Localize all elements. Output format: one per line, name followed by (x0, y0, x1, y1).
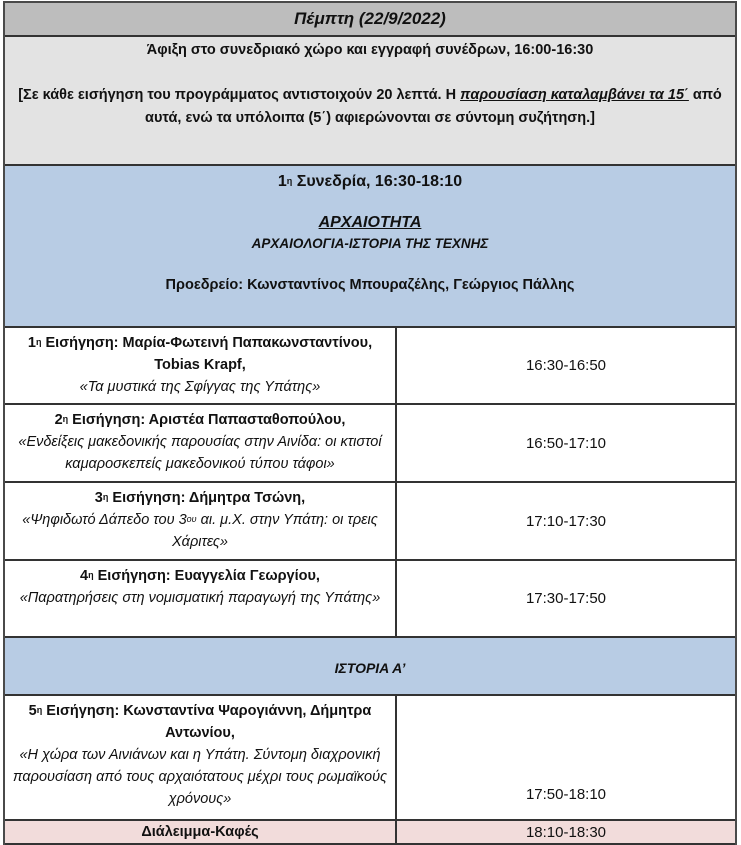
session-header (5, 166, 735, 326)
session-number: 1 (277, 173, 287, 190)
talk-speakers (11, 332, 389, 376)
timing-note-emphasis: παρουσίαση καταλαμβάνει τα 15΄ (460, 87, 689, 103)
talk-number: 1 (27, 335, 36, 351)
session-chair: Προεδρείο: Κωνσταντίνος Μπουραζέλης, Γεώργιος Πάλλης (165, 277, 575, 293)
talk-speakers (11, 409, 389, 431)
day-header-row (5, 3, 735, 37)
talk-info (5, 561, 397, 636)
talk-time: 16:50-17:10 (525, 434, 607, 452)
day-header: Πέμπτη (22/9/2022) (5, 3, 735, 35)
talk-number-sup: η (102, 492, 109, 502)
talk-number: 5 (28, 703, 37, 719)
talk-title (11, 509, 389, 553)
talk-time: 16:30-16:50 (525, 357, 607, 374)
talk-number-sup: η (62, 414, 69, 424)
session-title-text: Συνεδρία, 16:30-18:10 (292, 173, 463, 190)
session-header-row (5, 166, 735, 328)
program-table (3, 1, 737, 845)
talk-row (5, 328, 735, 405)
talk-speakers-text: Εισήγηση: Δήμητρα Τσώνη, (108, 490, 306, 506)
talk-info (5, 328, 397, 403)
section-row (5, 638, 735, 696)
intro-cell (5, 37, 735, 164)
talk-time: 17:50-18:10 (525, 786, 607, 803)
talk-speakers-text: Εισήγηση: Αριστέα Παπασταθοπούλου, (68, 412, 346, 428)
section-history-header: ΙΣΤΟΡΙΑ Α’ (5, 638, 735, 694)
talk-row (5, 561, 735, 638)
talk-speakers-text: Εισήγηση: Μαρία-Φωτεινή Παπακωνσταντίνου, Tobias Krapf, (41, 335, 373, 373)
talk-time: 17:10-17:30 (525, 512, 607, 530)
arrival-note: Άφιξη στο συνεδριακό χώρο και εγγραφή συνέδρων, 16:00-16:30 (146, 42, 594, 58)
timing-note (5, 84, 735, 130)
talk-speakers (11, 565, 389, 587)
talk-number-sup: η (88, 570, 94, 580)
talk-row (5, 405, 735, 483)
session-era: ΑΡΧΑΙΟΤΗΤΑ (318, 214, 422, 231)
talk-speakers (11, 700, 389, 744)
talk-number: 2 (54, 412, 63, 428)
talk-title: «Παρατηρήσεις στη νομισματική παραγωγή της Υπάτης» (19, 590, 381, 606)
timing-note-part2: από αυτά, ενώ τα υπόλοιπα (5΄) αφιερώνονται σε σύντομη συζήτηση.] (145, 87, 722, 126)
talk-info (5, 483, 397, 559)
talk-title-sup: ου (186, 514, 197, 524)
talk-title-part1: «Ψηφιδωτό Δάπεδο του 3 (22, 512, 187, 528)
talk-speakers (11, 487, 389, 509)
talk-info (5, 405, 397, 481)
talk-number-sup: η (35, 337, 42, 347)
break-row (5, 821, 735, 845)
break-label: Διάλειμμα-Καφές (5, 821, 397, 843)
talk-info (5, 696, 397, 819)
talk-row (5, 696, 735, 821)
intro-row (5, 37, 735, 166)
talk-time: 17:30-17:50 (525, 590, 607, 607)
timing-note-part1: [Σε κάθε εισήγηση του προγράμματος αντιστοιχούν 20 λεπτά. Η (18, 87, 461, 103)
break-time: 18:10-18:30 (525, 823, 607, 841)
talk-row (5, 483, 735, 561)
talk-speakers-text: Εισήγηση: Ευαγγελία Γεωργίου, (93, 568, 320, 584)
talk-title-part2: αι. μ.Χ. στην Υπάτη: οι τρεις Χάριτες» (172, 512, 378, 550)
talk-speakers-text: Εισήγηση: Κωνσταντίνα Ψαρογιάννη, Δήμητρα Αντωνίου, (42, 703, 372, 741)
session-title (5, 166, 735, 194)
talk-title: «Τα μυστικά της Σφίγγας της Υπάτης» (79, 379, 321, 395)
talk-number: 3 (94, 490, 103, 506)
session-number-sup: η (286, 176, 293, 186)
talk-number: 4 (80, 568, 89, 584)
talk-title: «Η χώρα των Αινιάνων και η Υπάτη. Σύντομη διαχρονική παρουσίαση από τους αρχαιότατους μέχρι τους ρωμαϊκούς χρόνους» (12, 747, 388, 807)
talk-number-sup: η (36, 705, 43, 715)
talk-title: «Ενδείξεις μακεδονικής παρουσίας στην Αινίδα: οι κτιστοί καμαροσκεπείς μακεδονικού τύπου τάφοι» (18, 434, 382, 472)
session-subtitle: ΑΡΧΑΙΟΛΟΓΙΑ-ΙΣΤΟΡΙΑ ΤΗΣ ΤΕΧΝΗΣ (251, 236, 489, 251)
